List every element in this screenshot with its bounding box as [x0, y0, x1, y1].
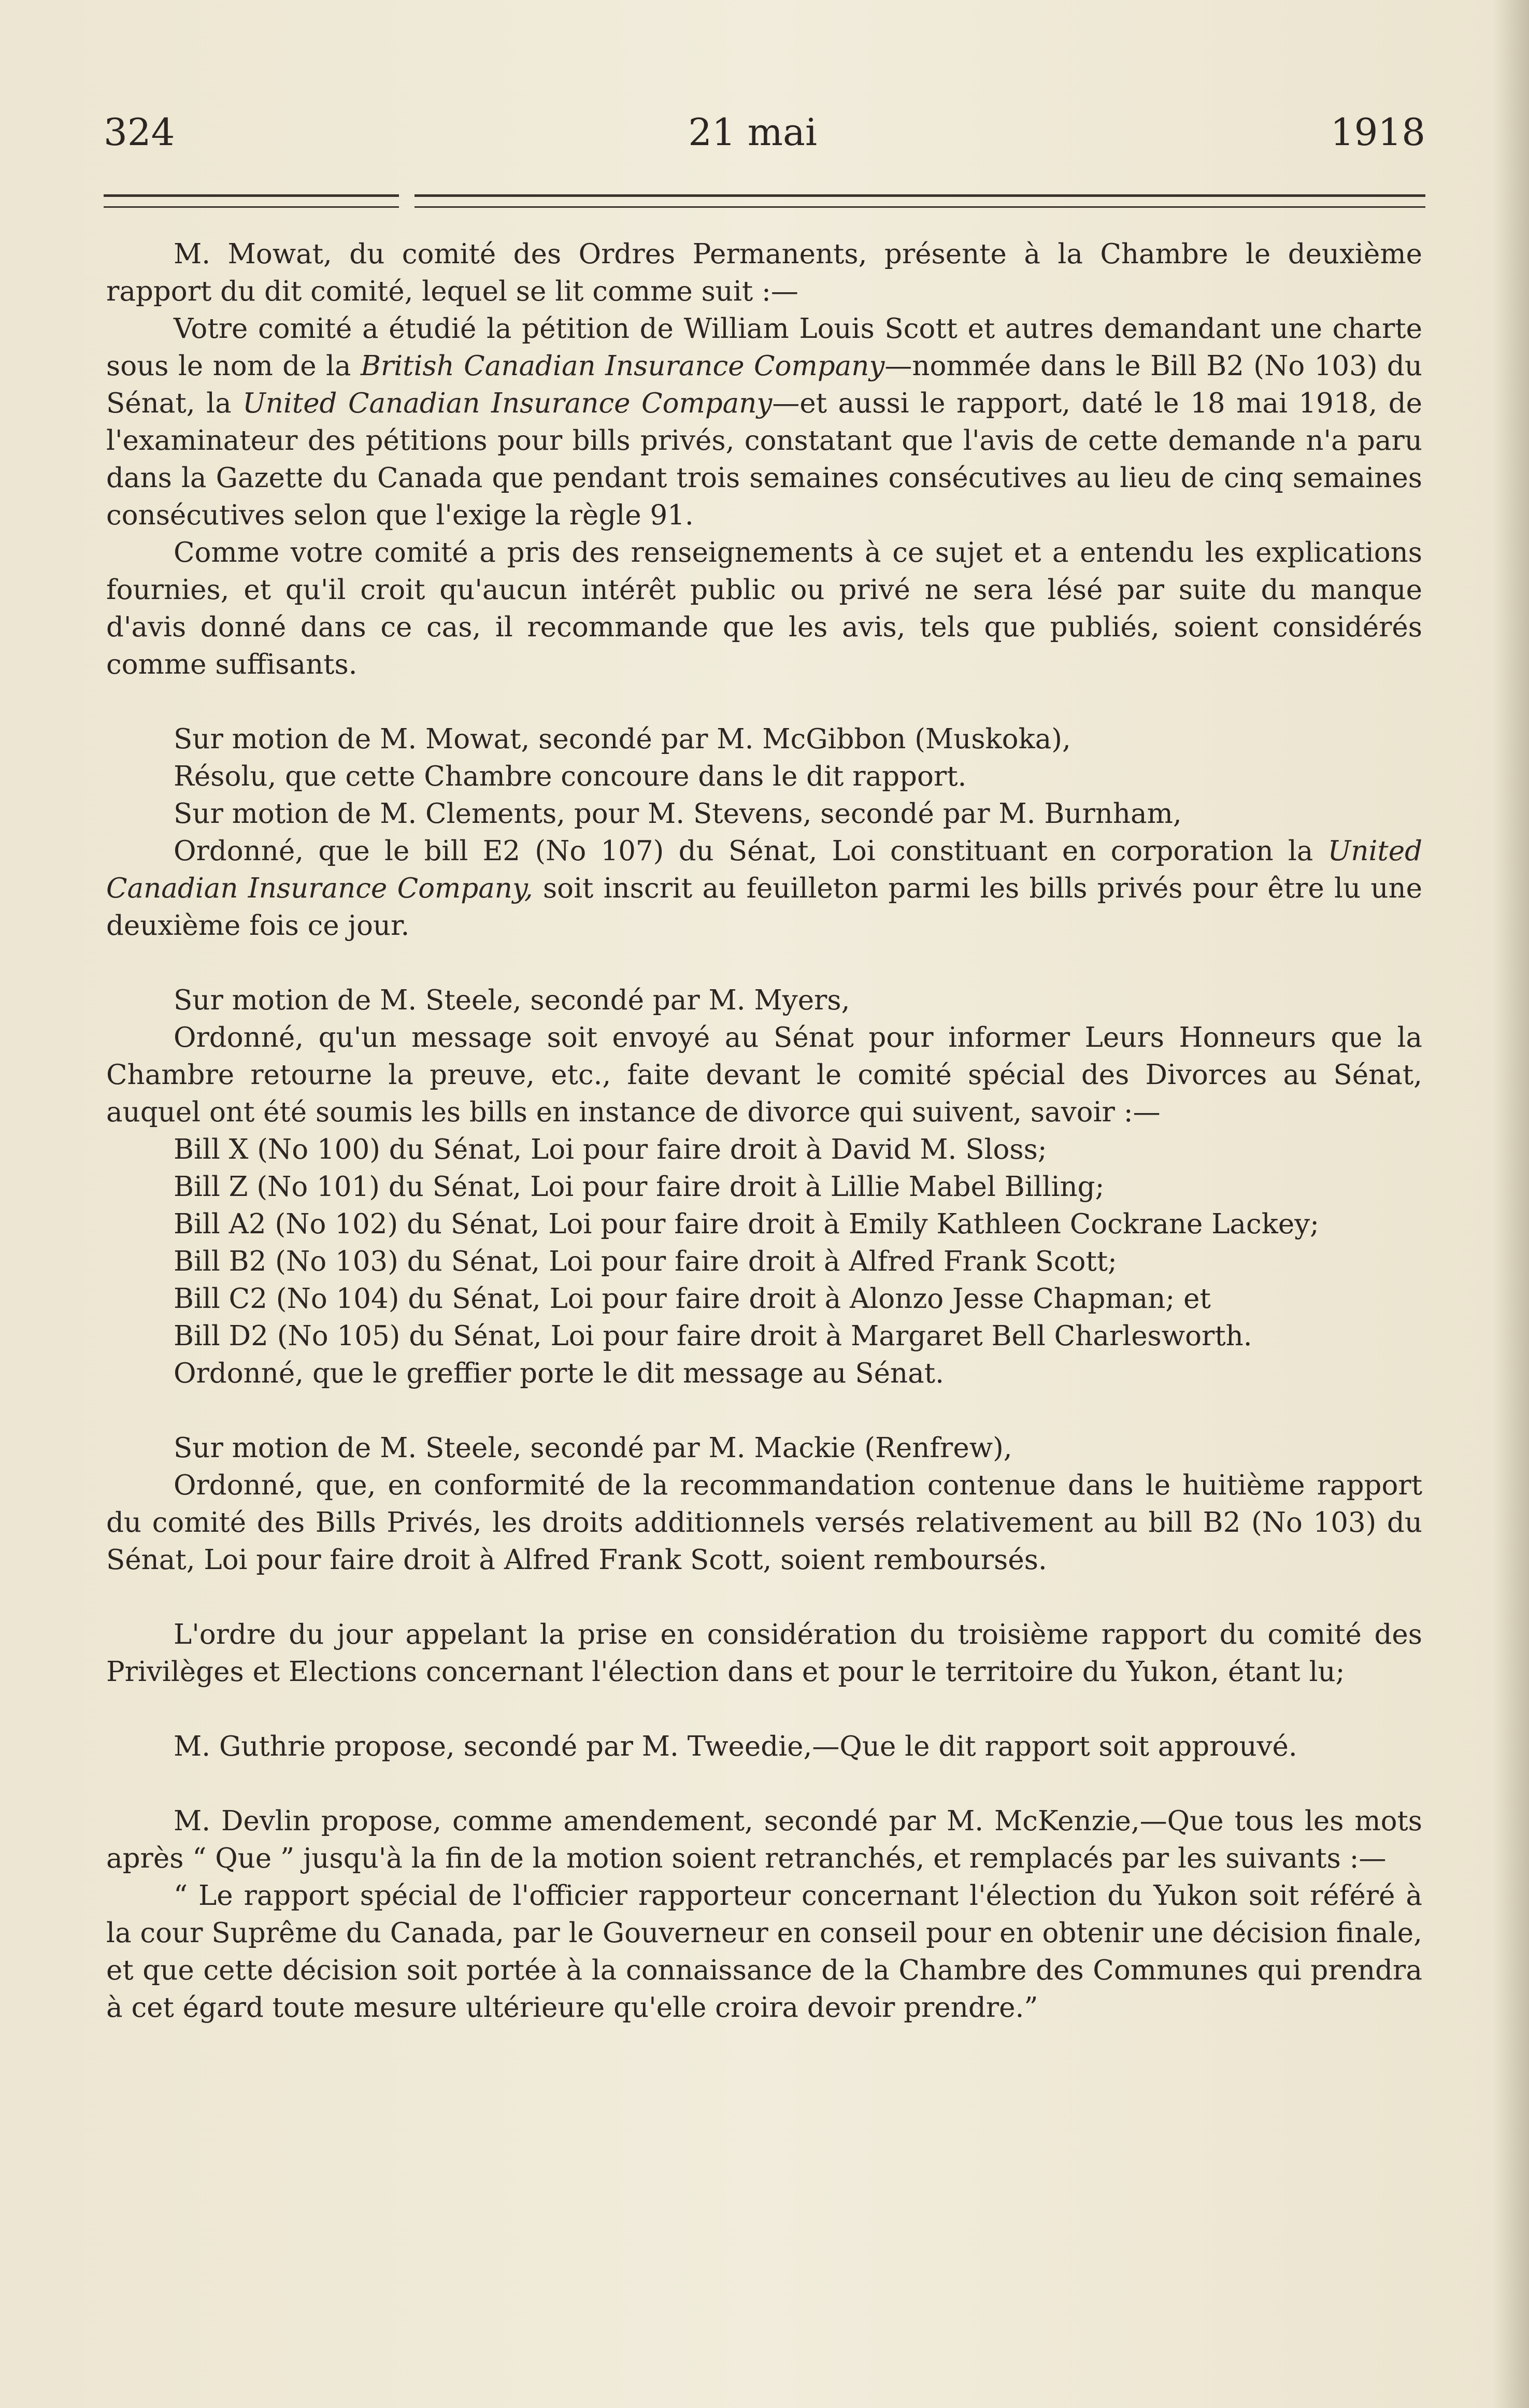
- paragraph-order-bill-e2: [106, 833, 1422, 945]
- paragraph-motion-steele: Sur motion de M. Steele, secondé par M. Myers,: [174, 985, 850, 1016]
- paragraph-motion-mowat: Sur motion de M. Mowat, secondé par M. McGibbon (Muskoka),: [174, 723, 1071, 755]
- paragraph-order-message: Ordonné, qu'un message soit envoyé au Sénat pour informer Leurs Honneurs que la Chambre retourne la preuve, etc., faite devant le comité spécial des Divorces au Sénat, auquel ont été soumis les bills en instance de divorce qui suivent, savoir :—: [106, 1022, 1422, 1128]
- paragraph-motion-steele-mackie: Sur motion de M. Steele, secondé par M. Mackie (Renfrew),: [174, 1432, 1012, 1464]
- bill-list-item: Bill A2 (No 102) du Sénat, Loi pour faire droit à Emily Kathleen Cockrane Lackey;: [174, 1208, 1319, 1240]
- order-text-1: Ordonné, que le bill E2 (No 107) du Sénat, Loi constituant en corporation la: [174, 835, 1328, 867]
- paragraph-petition: [106, 310, 1422, 534]
- page-number: 324: [104, 110, 175, 154]
- paragraph-order-of-day: L'ordre du jour appelant la prise en considération du troisième rapport du comité des Privilèges et Elections concernant l'élection dans et pour le territoire du Yukon, étant lu;: [106, 1619, 1422, 1688]
- journal-body: [106, 236, 1422, 2027]
- petition-text-2: —nommée dans le Bill B2 (No 103) du Sénat, la: [106, 350, 1422, 419]
- paragraph-order-refund: Ordonné, que, en conformité de la recommandation contenue dans le huitième rapport du comité des Bills Privés, les droits additionnels versés relativement au bill B2 (No 103) du Sénat, Loi pour faire droit à Alfred Frank Scott, soient remboursés.: [106, 1470, 1422, 1576]
- bill-list-item: Bill Z (No 101) du Sénat, Loi pour faire droit à Lillie Mabel Billing;: [174, 1171, 1105, 1203]
- bill-list-item: Bill C2 (No 104) du Sénat, Loi pour faire droit à Alonzo Jesse Chapman; et: [174, 1283, 1211, 1315]
- order-company-name: United Canadian Insurance Company,: [106, 835, 1422, 904]
- paragraph-motion-clements: Sur motion de M. Clements, pour M. Stevens, secondé par M. Burnham,: [174, 798, 1182, 830]
- petition-text-3: —et aussi le rapport, daté le 18 mai 1918, de l'examinateur des pétitions pour bills privés, constatant que l'avis de cette demande n'a paru dans la Gazette du Canada que pendant trois semaines consécutives au lieu de cinq semaines consécutives selon que l'exige la règle 91.: [106, 388, 1422, 531]
- petition-company-name-1: British Canadian Insurance Company: [360, 350, 885, 382]
- header-rule-right: [415, 194, 1425, 208]
- paragraph-committee-report: M. Mowat, du comité des Ordres Permanents, présente à la Chambre le deuxième rapport du dit comité, lequel se lit comme suit :—: [106, 238, 1422, 307]
- bill-list-item: Bill D2 (No 105) du Sénat, Loi pour faire droit à Margaret Bell Charlesworth.: [174, 1320, 1252, 1352]
- bill-list-item: Bill B2 (No 103) du Sénat, Loi pour faire droit à Alfred Frank Scott;: [174, 1246, 1117, 1277]
- order-text-2: soit inscrit au feuilleton parmi les bills privés pour être lu une deuxième fois ce jour.: [106, 873, 1422, 942]
- page-year: 1918: [1330, 110, 1425, 154]
- header-rule-left: [104, 194, 399, 208]
- page-edge-shadow: [1493, 0, 1529, 2408]
- paragraph-resolved: Résolu, que cette Chambre concoure dans le dit rapport.: [174, 761, 967, 792]
- petition-company-name-2: United Canadian Insurance Company: [242, 388, 773, 419]
- paragraph-order-clerk: Ordonné, que le greffier porte le dit message au Sénat.: [174, 1358, 944, 1389]
- paragraph-amendment-quote: “ Le rapport spécial de l'officier rapporteur concernant l'élection du Yukon soit référé à la cour Suprême du Canada, par le Gouverneur en conseil pour en obtenir une décision finale, et que cette décision soit portée à la connaissance de la Chambre des Communes qui prendra à cet égard toute mesure ultérieure qu'elle croira devoir prendre.”: [106, 1880, 1422, 2024]
- paragraph-guthrie-motion: M. Guthrie propose, secondé par M. Tweedie,—Que le dit rapport soit approuvé.: [174, 1731, 1297, 1762]
- header-rule: [104, 194, 1425, 208]
- page-header: [104, 104, 1425, 161]
- paragraph-devlin-amendment: M. Devlin propose, comme amendement, secondé par M. McKenzie,—Que tous les mots après “ Que ” jusqu'à la fin de la motion soient retranchés, et remplacés par les suivants :—: [106, 1805, 1422, 1874]
- page-date: 21 mai: [688, 110, 817, 154]
- paragraph-recommendation: Comme votre comité a pris des renseignements à ce sujet et a entendu les explications fournies, et qu'il croit qu'aucun intérêt public ou privé ne sera lésé par suite du manque d'avis donné dans ce cas, il recommande que les avis, tels que publiés, soient considérés comme suffisants.: [106, 537, 1422, 680]
- bill-list-item: Bill X (No 100) du Sénat, Loi pour faire droit à David M. Sloss;: [174, 1134, 1047, 1165]
- petition-text-1: Votre comité a étudié la pétition de William Louis Scott et autres demandant une charte sous le nom de la: [106, 313, 1422, 382]
